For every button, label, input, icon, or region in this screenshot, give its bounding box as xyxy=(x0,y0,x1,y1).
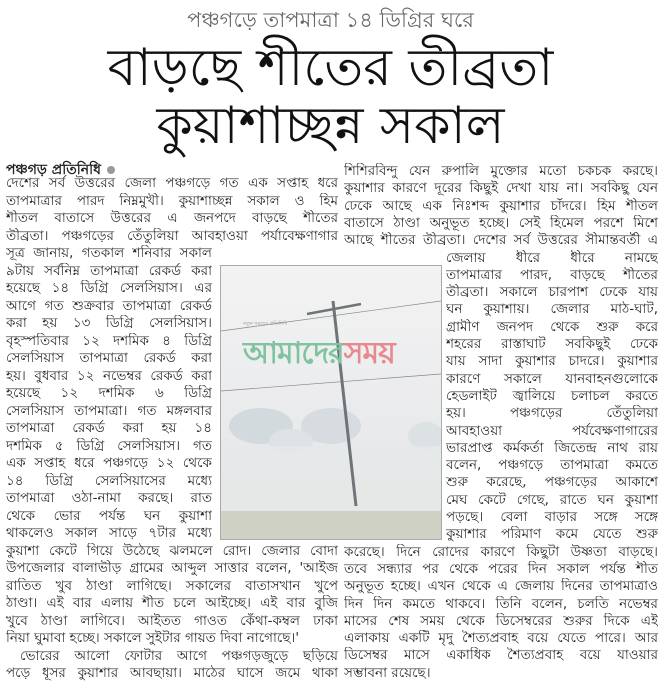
article-line: সেলসিয়াস তাপমাত্রা রেকর্ড করা xyxy=(6,350,212,366)
article-line: আগে গত শুক্রবার তাপমাত্রা রেকর্ড xyxy=(6,297,212,314)
article-line: বৃহস্পতিবার ১২ দশমিক ৪ ডিগ্রি xyxy=(6,332,212,349)
article-line: থেকে ভোর পর্যন্ত ঘন কুয়াশা xyxy=(6,507,212,524)
article-line: দেশের সর্ব উত্তরের জেলা পঞ্চগড়ে গত এক সপ্তাহ ধরে xyxy=(6,175,338,191)
article-line: রাতিত খুব ঠাণ্ডা লাগিছে। সকালের বাতাসখান খুপে xyxy=(6,577,338,594)
byline-text: পঞ্চগড় প্রতিনিধি xyxy=(6,162,101,178)
article-line: পড়ে ধূসর কুয়াশার আবছায়া। মাঠের ঘাসে জমে থাকা xyxy=(6,665,338,681)
article-line: সেলসিয়াস তাপমাত্রা। গত মঙ্গলবার xyxy=(6,402,212,419)
tree xyxy=(408,422,441,450)
article-line: শীতল বাতাসে উত্তরের এ জনপদে বাড়ছে শীতের xyxy=(6,210,338,226)
article-line: নিয়া ঘুমাবা হচ্ছে। সকালে সুইটার গায়ত দিবা নাগোছে।' xyxy=(6,630,300,646)
article-line: ঢেকে আছে এক নিঃশব্দ কুয়াশার চাঁদরে। হিম শীতল xyxy=(344,197,658,214)
article-line: সূত্র জানায়, গতকাল শনিবার সকাল xyxy=(6,245,212,261)
article-line: তাপমাত্রার পারদ নিম্নমুখী। কুয়াশাচ্ছন্ন সকাল ও হিম xyxy=(6,192,338,209)
article-line: ভোরের আলো ফোটার আগে পঞ্চগড়জুড়ে ছড়িয়ে xyxy=(20,647,338,664)
headline-line-1: বাড়ছে শীতের তীব্রতা xyxy=(107,38,554,98)
article-line: বাতাসে ঠাণ্ডা অনুভূত হচ্ছে। সেই হিমেল পরশে মিশে xyxy=(344,214,658,231)
article-line: যায় সাদা কুয়াশার চাদরে। কুয়াশার xyxy=(446,353,658,370)
article-line: হেডলাইট জ্বালিয়ে চলাচল করতে xyxy=(446,387,658,404)
article-line: এলাকায় একটি মৃদু শৈত্যপ্রবাহ বয়ে যেতে পারে। আর xyxy=(344,630,658,647)
watermark-logo: আমাদেরসময় xyxy=(243,336,395,371)
article-line: তাপমাত্রা রেকর্ড করা হয় ১৪ xyxy=(6,420,212,436)
article-line: করেছে। দিনে রোদের কারণে কিছুটা উষ্ণতা বাড়ছে। xyxy=(344,543,658,560)
article-line: কুয়াশা কেটে গিয়ে উঠেছে ঝলমলে রোদ। জেলার বোদা xyxy=(6,542,338,559)
article-line: তবে সন্ধ্যার পর থেকে পরের দিন সকাল পর্যন্ত শীত xyxy=(344,560,658,577)
article-line: ঘন কুয়াশায়। জেলার মাঠ-ঘাট, xyxy=(446,301,658,318)
article-line: হয়। বুধবার ১২ নভেম্বর রেকর্ড করা xyxy=(6,367,212,384)
grass-field xyxy=(221,511,441,539)
article-line: এক সপ্তাহ ধরে পঞ্চগড়ে ১২ থেকে xyxy=(6,455,212,471)
article-line: ভারপ্রাপ্ত কর্মকর্তা জিতেন্দ্র নাথ রায় xyxy=(446,439,658,456)
foggy-pole-illustration xyxy=(221,266,441,539)
article-line: সম্ভাবনা রয়েছে। xyxy=(344,664,431,681)
article-line: হয়েছে ১২ দশমিক ৬ ডিগ্রি xyxy=(6,385,212,401)
article-line: পড়ছে। বেলা বাড়ার সঙ্গে সঙ্গে xyxy=(446,509,658,525)
article-line: কুয়াশার কারণে দূরের কিছুই দেখা যায় না। সবকিছু যেন xyxy=(344,180,658,197)
headline-line-2: কুয়াশাচ্ছন্ন সকাল xyxy=(156,96,505,156)
article-line: শিশিরবিন্দু যেন রুপালি মুক্তোর মতো চকচক করছে। xyxy=(344,163,658,179)
article-line: দিন দিন কমতে থাকবে। তিনি বলেন, চলতি নভেম্বর xyxy=(344,595,658,612)
article-line: ১৪ ডিগ্রি সেলসিয়াসের মধ্যে xyxy=(6,472,212,489)
article-line: ঠাণ্ডা। এই বার এলায় শীত চলে আইচ্ছে। এই বার বুজি xyxy=(6,595,338,611)
article-line: করা হয় ১৩ ডিগ্রি সেলসিয়াস। xyxy=(6,315,212,331)
article-line: ডিসেম্বর মাসে একাধিক শৈত্যপ্রবাহ বয়ে যাওয়ার xyxy=(344,647,658,664)
article-line: তীব্রতা। পঞ্চগড়ের তেঁতুলিয়া আবহাওয়া পর্যাবেক্ষণাগার xyxy=(6,227,338,244)
article-line: তীব্রতা। সকালে চারপাশ ঢেকে যায় xyxy=(446,284,658,301)
article-line: খুবে ঠাণ্ডা লাগিবে। আইতত গাওত কেঁথা-কম্বল ঢাকা xyxy=(6,612,338,629)
kicker: পঞ্চগড়ে তাপমাত্রা ১৪ ডিগ্রির ঘরে xyxy=(187,8,474,32)
article-photo xyxy=(220,265,442,540)
article-line: বলেন, পঞ্চগড়ে তাপমাত্রা কমতে xyxy=(446,457,658,474)
article-line: গ্রামীণ জনপদ থেকে শুরু করে xyxy=(446,318,658,335)
article-line: দশমিক ৫ ডিগ্রি সেলসিয়াস। গত xyxy=(6,437,212,454)
article-line: উপজেলার বালাভীড় গ্রামের আব্দুল সাত্তার বলেন, 'আইজ xyxy=(6,560,338,576)
article-line: হয়েছে ১৪ ডিগ্রি সেলসিয়াস। এর xyxy=(6,280,212,296)
article-line: কুয়াশার পরিমাণ কমে যেতে শুরু xyxy=(446,526,658,543)
article-line: তাপমাত্রার পারদ, বাড়ছে শীতের xyxy=(446,266,658,283)
article-line: অনুভূত হচ্ছে। এখন থেকে এ জেলায় দিনের তাপমাত্রাও xyxy=(344,578,658,595)
logo-tagline: নতুন সময়ের প্রতিনিধি xyxy=(243,321,288,327)
article-line: থাকলেও সকাল সাড়ে ৭টার মধ্যে xyxy=(6,525,212,541)
article-line: তাপমাত্রা ওঠা-নামা করছে। রাত xyxy=(6,490,212,506)
article-line: আছে শীতের তীব্রতা। দেশের সর্ব উত্তরের সীমান্তবর্তী এ xyxy=(344,232,658,249)
article-line: মেঘ কেটে গেছে, রাতে ঘন কুয়াশা xyxy=(446,491,658,508)
article-line: শহরের রাস্তাঘাট সবকিছুই ঢেকে xyxy=(446,336,658,352)
article-line: জেলায় ধীরে ধীরে নামছে xyxy=(446,249,658,266)
bullet-icon xyxy=(107,166,115,174)
article-line: কারণে সকালে যানবাহনগুলোকে xyxy=(446,370,658,387)
article-line: শুরু করেছে, পঞ্চগড়ের আকাশে xyxy=(446,474,658,491)
article-line: ৯টায় সর্বনিম্ন তাপমাত্রা রেকর্ড করা xyxy=(6,262,212,279)
article-line: আবহাওয়া পর্যবেক্ষণাগারের xyxy=(446,422,658,439)
article-line: মাসের শেষ সময় থেকে ডিসেম্বরের শুরুর দিকে এই xyxy=(344,612,658,629)
article-line: হয়। পঞ্চগড়ের তেঁতুলিয়া xyxy=(446,405,658,422)
